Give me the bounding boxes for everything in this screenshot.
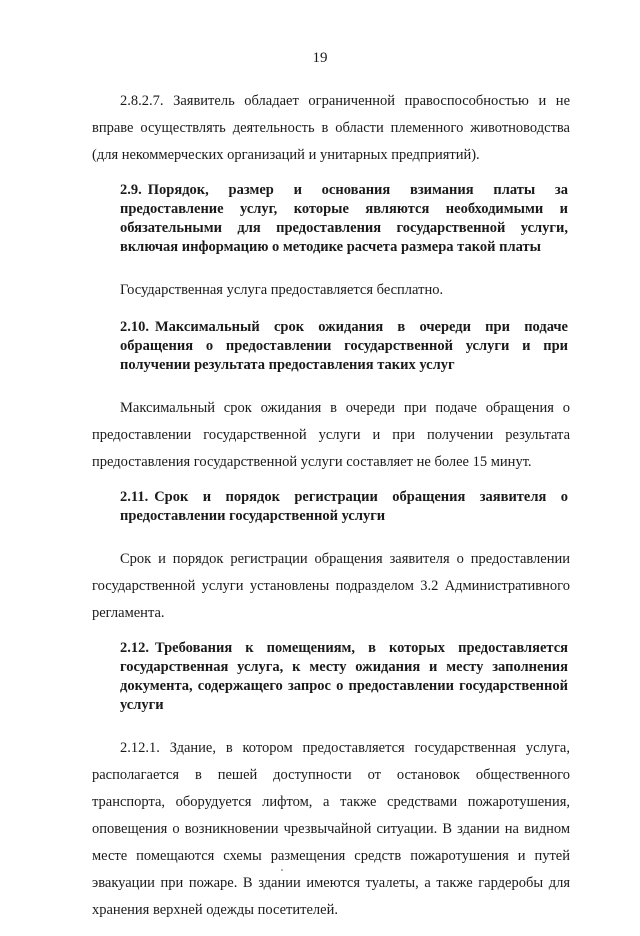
section-number: 2.11. <box>120 489 149 505</box>
paragraph-free-service: Государственная услуга предоставляется бесплатно. <box>120 282 444 298</box>
paragraph-2-12-1: 2.12.1. Здание, в котором предоставляется государственная услуга, располагается в пешей доступности от остановок общественного транспорта, оборудуется лифтом, а также средствами пожаротушения, оповещения о возникновении чрезвычайной ситуации. В здании на видном месте помещаются схемы размещения средств пожаротушения и путей эвакуации при пожаре. В здании имеются туалеты, а также гардеробы для хранения верхней одежды посетителей. <box>92 740 570 918</box>
section-heading-2-9 <box>92 181 570 257</box>
document-body <box>92 88 570 936</box>
paragraph-waiting-time: Максимальный срок ожидания в очереди при подаче обращения о предоставлении государственной услуги и при получении результата предоставления государственной услуги составляет не более 15 минут. <box>92 400 570 470</box>
paragraph-2-8-2-7: 2.8.2.7. Заявитель обладает ограниченной правоспособностью и не вправе осуществлять деятельность в области племенного животноводства (для некоммерческих организаций и унитарных предприятий). <box>92 93 570 163</box>
section-number: 2.10. <box>120 319 149 335</box>
section-title: Срок и порядок регистрации обращения заявителя о предоставлении государственной услуги <box>120 489 568 524</box>
paragraph-registration: Срок и порядок регистрации обращения заявителя о предоставлении государственной услуги установлены подразделом 3.2 Административного регламента. <box>92 551 570 621</box>
section-title: Требования к помещениям, в которых предоставляется государственная услуга, к месту ожидания и месту заполнения документа, содержащего запрос о предоставлении государственной услуги <box>120 640 568 713</box>
section-heading-2-10 <box>92 318 570 375</box>
section-number: 2.12. <box>120 640 149 656</box>
section-heading-2-11 <box>92 488 570 526</box>
section-title: Порядок, размер и основания взимания платы за предоставление услуг, которые являются необходимыми и обязательными для предоставления государственной услуги, включая информацию о методике расчета размера такой платы <box>120 182 568 255</box>
scan-speck <box>281 869 283 871</box>
section-number: 2.9. <box>120 182 142 198</box>
section-title: Максимальный срок ожидания в очереди при подаче обращения о предоставлении государственной услуги и при получении результата предоставления таких услуг <box>120 319 568 373</box>
section-heading-2-12 <box>92 639 570 715</box>
page-number: 19 <box>312 50 328 66</box>
